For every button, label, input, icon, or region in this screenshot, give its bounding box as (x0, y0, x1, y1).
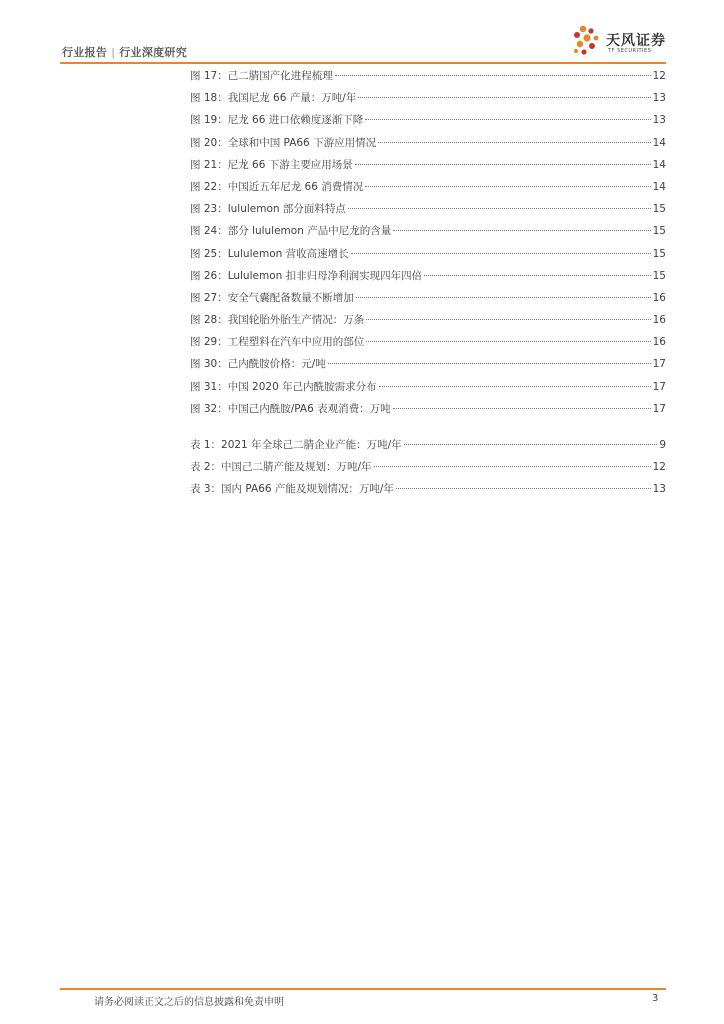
toc-label: 图 22：中国近五年尼龙 66 消费情况 (190, 180, 364, 193)
footer-divider (60, 988, 666, 990)
toc-item[interactable] (190, 379, 666, 401)
toc-page: 17 (652, 402, 666, 415)
footer-disclaimer: 请务必阅读正文之后的信息披露和免责申明 (94, 997, 284, 1008)
toc-leader (379, 386, 651, 387)
toc-label: 图 18：我国尼龙 66 产量：万吨/年 (190, 92, 357, 105)
toc-label: 图 24：部分 lululemon 产品中尼龙的含量 (190, 225, 392, 238)
table-of-contents (190, 68, 666, 504)
toc-item[interactable] (190, 334, 666, 356)
toc-label: 表 2：中国己二腈产能及规划：万吨/年 (190, 461, 372, 474)
toc-page: 16 (652, 314, 666, 327)
toc-leader (393, 230, 650, 231)
header-separator: | (111, 46, 116, 59)
toc-item[interactable] (190, 201, 666, 223)
toc-label: 图 17：己二腈国产化进程梳理 (190, 70, 333, 82)
toc-item[interactable] (190, 312, 666, 334)
toc-page: 13 (652, 92, 666, 105)
toc-page: 17 (652, 380, 666, 393)
toc-page: 14 (652, 158, 666, 171)
toc-item[interactable] (190, 68, 666, 90)
toc-item[interactable] (190, 90, 666, 112)
toc-leader (365, 119, 650, 120)
toc-item[interactable] (190, 246, 666, 268)
toc-leader (365, 186, 650, 187)
toc-page: 15 (652, 225, 666, 238)
toc-page: 12 (652, 461, 666, 474)
toc-page: 13 (652, 114, 666, 127)
toc-label: 图 27：安全气囊配备数量不断增加 (190, 291, 354, 304)
logo-text-en: TF SECURITIES (608, 48, 652, 54)
toc-label: 图 20：全球和中国 PA66 下游应用情况 (190, 136, 377, 149)
header-divider (60, 62, 666, 64)
report-type: 行业报告 (62, 46, 108, 59)
toc-label: 图 32：中国己内酰胺/PA6 表观消费：万吨 (190, 402, 391, 415)
logo-text-cn: 天风证券 (606, 33, 666, 49)
toc-page: 14 (652, 180, 666, 193)
toc-label: 图 23：lululemon 部分面料特点 (190, 203, 346, 216)
toc-item[interactable] (190, 135, 666, 157)
section-gap (190, 423, 666, 437)
toc-leader (358, 97, 650, 98)
toc-item[interactable] (190, 157, 666, 179)
toc-leader (393, 408, 651, 409)
toc-label: 图 21：尼龙 66 下游主要应用场景 (190, 158, 353, 171)
toc-page: 15 (652, 247, 666, 260)
toc-page: 13 (652, 483, 666, 496)
toc-label: 图 29：工程塑料在汽车中应用的部位 (190, 336, 365, 349)
toc-page: 9 (659, 439, 666, 451)
toc-leader (348, 208, 651, 209)
toc-leader (335, 75, 651, 76)
toc-page: 15 (652, 269, 666, 282)
toc-leader (366, 341, 650, 342)
toc-leader (424, 275, 651, 276)
company-logo (570, 24, 670, 60)
toc-page: 16 (652, 336, 666, 349)
toc-leader (374, 466, 651, 467)
toc-item[interactable] (190, 401, 666, 423)
report-subtype: 行业深度研究 (119, 46, 188, 59)
toc-item[interactable] (190, 459, 666, 481)
flower-logo-icon (570, 24, 604, 58)
toc-leader (355, 164, 651, 165)
report-header (62, 44, 187, 60)
toc-label: 图 25：Lululemon 营收高速增长 (190, 247, 349, 260)
toc-label: 表 3：国内 PA66 产能及规划情况：万吨/年 (190, 483, 394, 496)
toc-page: 15 (652, 203, 666, 216)
page-number: 3 (652, 993, 659, 1004)
toc-item[interactable] (190, 112, 666, 134)
toc-leader (351, 253, 651, 254)
toc-label: 图 31：中国 2020 年己内酰胺需求分布 (190, 380, 377, 393)
toc-item[interactable] (190, 356, 666, 378)
toc-item[interactable] (190, 437, 666, 459)
toc-label: 图 30：己内酰胺价格：元/吨 (190, 358, 326, 371)
toc-page: 17 (652, 358, 666, 371)
toc-item[interactable] (190, 179, 666, 201)
toc-leader (404, 444, 658, 445)
toc-leader (356, 297, 651, 298)
toc-label: 图 19：尼龙 66 进口依赖度逐渐下降 (190, 114, 364, 127)
toc-leader (396, 488, 651, 489)
toc-item[interactable] (190, 290, 666, 312)
toc-item[interactable] (190, 481, 666, 503)
toc-page: 16 (652, 291, 666, 304)
toc-item[interactable] (190, 268, 666, 290)
toc-item[interactable] (190, 223, 666, 245)
toc-leader (378, 142, 651, 143)
toc-leader (328, 363, 651, 364)
toc-label: 图 28：我国轮胎外胎生产情况：万条 (190, 314, 365, 327)
toc-label: 图 26：Lululemon 扣非归母净利润实现四年四倍 (190, 269, 423, 282)
toc-page: 14 (652, 136, 666, 149)
toc-label: 表 1：2021 年全球己二腈企业产能：万吨/年 (190, 439, 402, 451)
toc-page: 12 (652, 70, 666, 82)
toc-leader (366, 319, 650, 320)
